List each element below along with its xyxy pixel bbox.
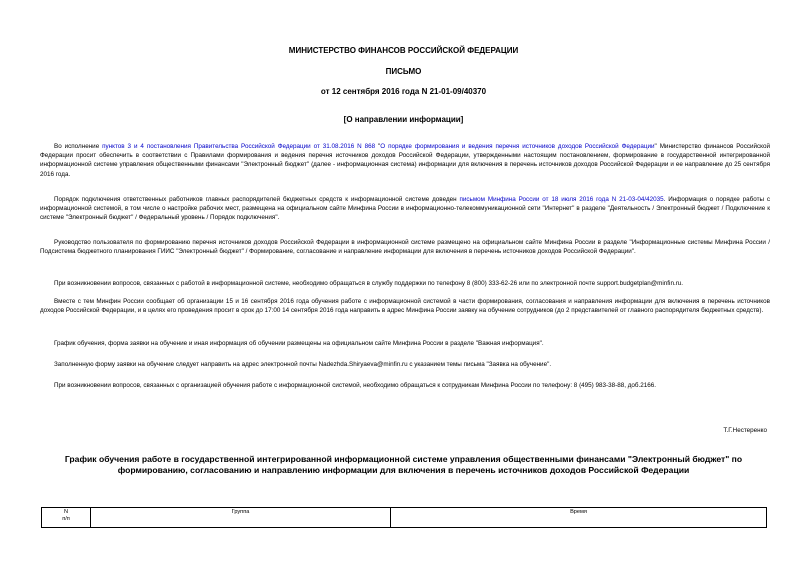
- p1-text-4: " Министерство финансов Российской Федерации просит обеспечить в соответствии с Правилами формирования и ведения перечня источников доходов Российской Федерации, утвержденными настоящим постановлением, формирование в государственной интегрированной информационной системе управления общественными финансами "Электронный бюджет" (далее - информационная система) информации для включения в перечень источников доходов Российской Федерации и ее направление до 25 сентября 2016 года.: [40, 143, 771, 178]
- column-number-line-2: п/п: [62, 516, 70, 522]
- signature: Т.Г.Нестеренко: [723, 427, 767, 434]
- column-time: Время: [391, 508, 767, 528]
- paragraph-8: При возникновении вопросов, связанных с организацией обучения работе с информационной системой, необходимо обращаться к сотрудникам Минфина России по телефону: 8 (495) 983-38-88, доб.2166.: [54, 382, 657, 389]
- schedule-table: [41, 507, 767, 528]
- document-subject: [О направлении информации]: [343, 115, 464, 124]
- paragraph-1: [40, 142, 770, 179]
- column-number: [42, 508, 91, 528]
- paragraph-3: Руководство пользователя по формированию перечня источников доходов Российской Федерации в информационной системе размещено на официальном сайте Минфина России в разделе "Информационные системы Минфина России / Подсистема бюджетного планирования ГИИС "Электронный бюджет" / Формирование, согласование и направление информации для включения в перечень источников доходов Российской Федерации".: [40, 239, 770, 256]
- link-minfin-letter[interactable]: письмом Минфина России от 18 июля 2016 года N 21-03-04/42035: [459, 196, 664, 203]
- link-points-3-4[interactable]: пунктов 3 и 4: [102, 143, 144, 150]
- link-decree-title[interactable]: О порядке формирования и ведения перечня источников доходов Российской Федерации: [380, 143, 655, 150]
- table-header-row: [42, 508, 767, 528]
- ministry-title: МИНИСТЕРСТВО ФИНАНСОВ РОССИЙСКОЙ ФЕДЕРАЦИИ: [288, 46, 519, 55]
- paragraph-5: Вместе с тем Минфин России сообщает об организации 15 и 16 сентября 2016 года обучения работе с информационной системой в части формирования, согласования и направления информации для включения в перечень источников доходов Российской Федерации, и в целях его проведения просит в срок до 17:00 14 сентября 2016 года направить в адрес Минфина России заявку на обучение сотрудников (до 2 представителей от главного распорядителя бюджетных средств).: [40, 298, 770, 315]
- document-date-number: от 12 сентября 2016 года N 21-01-09/40370: [320, 87, 487, 96]
- p2-text-1: Порядок подключения ответственных работников главных распорядителей бюджетных средств к информационной системе доведен: [54, 196, 460, 203]
- column-group: Группа: [91, 508, 391, 528]
- document-type: ПИСЬМО: [385, 67, 422, 76]
- paragraph-6: График обучения, форма заявки на обучение и иная информация об обучении размещены на официальном сайте Минфина России в разделе "Важная информация".: [54, 340, 544, 347]
- p2-text-2: . Информация о порядке работы с информационной системой, в том числе о настройке рабочих мест, размещена на официальном сайте Минфина России в информационно-телекоммуникационной сети "Интернет" в разделе "Деятельность / Электронный бюджет / Подключение к системе "Электронный бюджет" / Федеральный уровень / Порядок подключения".: [40, 196, 771, 222]
- column-number-line-1: N: [63, 509, 69, 515]
- paragraph-7: Заполненную форму заявки на обучение следует направить на адрес электронной почты Nadezhda.Shiryaeva@minfin.ru с указанием темы письма "Заявка на обучение".: [54, 361, 552, 368]
- p1-text-1: Во исполнение: [54, 143, 103, 150]
- link-government-decree-868[interactable]: постановления Правительства Российской Федерации от 31.08.2016 N 868: [146, 143, 376, 150]
- paragraph-4: При возникновении вопросов, связанных с работой в информационной системе, необходимо обращаться в службу поддержки по телефону 8 (800) 333-62-26 или по электронной почте support.budgetplan@minfin.ru.: [54, 280, 684, 287]
- schedule-title: График обучения работе в государственной интегрированной информационной системе управления общественными финансами "Электронный бюджет" по формированию, согласованию и направлению информации для включения в перечень источников доходов Российской Федерации: [64, 454, 743, 475]
- p1-text-3: ": [375, 143, 381, 150]
- paragraph-2: [40, 195, 770, 223]
